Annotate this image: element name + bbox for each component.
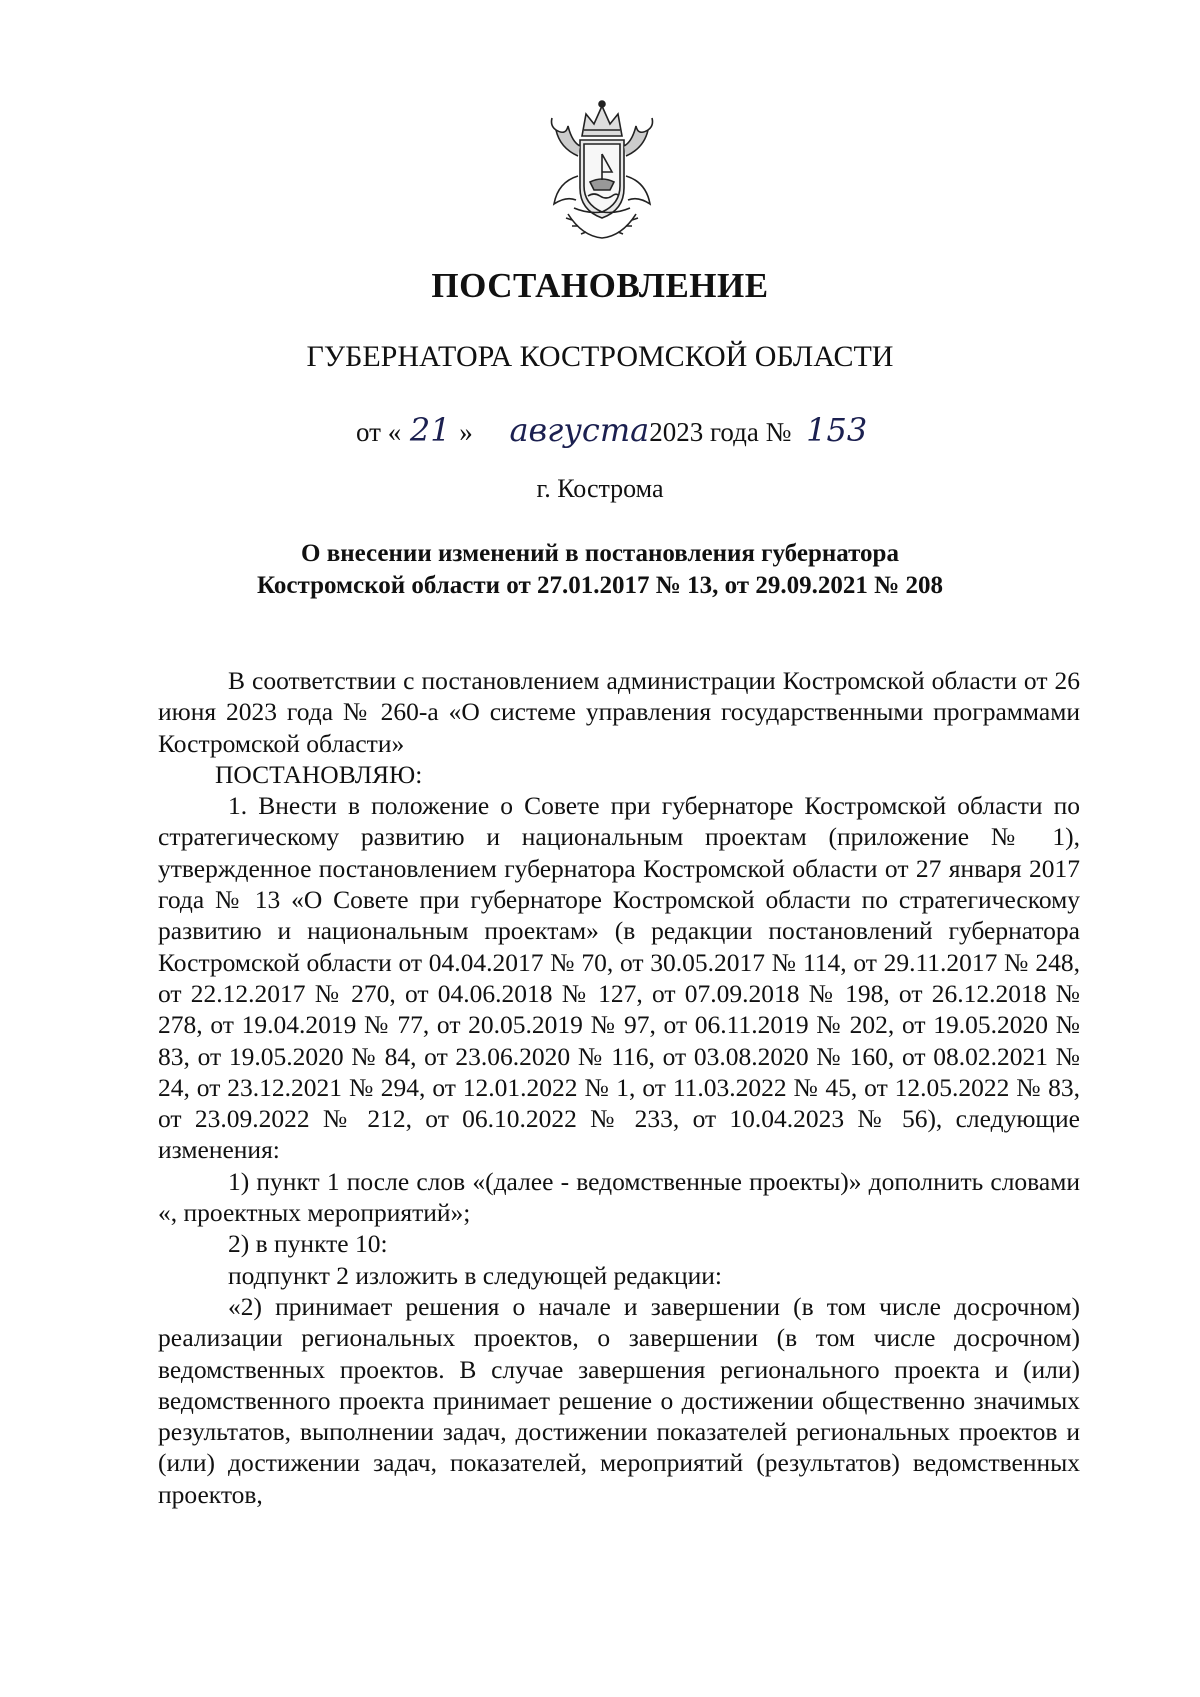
handwritten-month: августа — [509, 411, 650, 449]
subject-line-2: Костромской области от 27.01.2017 № 13, от 29.09.2021 № 208 — [257, 572, 943, 599]
handwritten-number: 153 — [806, 411, 868, 449]
subitem-2-paragraph: 2) в пункте 10: — [228, 1229, 388, 1259]
subject-line-1: О внесении изменений в постановления губернатора — [301, 540, 899, 567]
handwritten-day: 21 — [409, 411, 451, 449]
document-subject — [150, 538, 1050, 602]
quoted-subclause-paragraph: «2) принимает решения о начале и завершении (в том числе досрочном) реализации региональных проектов, о завершении (в том числе досрочном) ведомственных проектов. В случае завершения регионального проекта и (или) ведомственного проекта принимает решение о достижении общественно значимых результатов, выполнении задач, достижении показателей региональных проектов и (или) достижении задач, показателей, мероприятий (результатов) ведомственных проектов, — [158, 1291, 1080, 1509]
preamble-paragraph: В соответствии с постановлением администрации Костромской области от 26 июня 2023 года № 260-а «О системе управления государственными программами Костромской области» — [158, 666, 1080, 758]
document-issuer: ГУБЕРНАТОРА КОСТРОМСКОЙ ОБЛАСТИ — [306, 340, 894, 373]
coat-of-arms-emblem — [538, 96, 666, 248]
document-title: ПОСТАНОВЛЕНИЕ — [431, 266, 769, 305]
resolve-heading: ПОСТАНОВЛЯЮ: — [215, 759, 423, 789]
item-1-paragraph: 1. Внести в положение о Совете при губернаторе Костромской области по стратегическому развитию и национальным проектам (приложение № 1), утвержденное постановлением губернатора Костромской области от 27 января 2017 года № 13 «О Совете при губернаторе Костромской области по стратегическому развитию и национальным проектам» (в редакции постановлений губернатора Костромской области от 04.04.2017 № 70, от 30.05.2017 № 114, от 29.11.2017 № 248, от 22.12.2017 № 270, от 04.06.2018 № 127, от 07.09.2018 № 198, от 26.12.2018 № 278, от 19.04.2019 № 77, от 20.05.2019 № 97, от 06.11.2019 № 202, от 19.05.2020 № 83, от 19.05.2020 № 84, от 23.06.2020 № 116, от 03.08.2020 № 160, от 08.02.2021 № 24, от 23.12.2021 № 294, от 12.01.2022 № 1, от 11.03.2022 № 45, от 12.05.2022 № 83, от 23.09.2022 № 212, от 06.10.2022 № 233, от 10.04.2023 № 56), следующие изменения: — [158, 791, 1080, 1165]
document-body — [158, 665, 1080, 1510]
subclause-intro-paragraph: подпункт 2 изложить в следующей редакции: — [228, 1260, 722, 1290]
date-mid: » — [459, 417, 473, 447]
subitem-1-paragraph: 1) пункт 1 после слов «(далее - ведомственные проекты)» дополнить словами «, проектных мероприятий»; — [158, 1166, 1080, 1228]
date-line — [356, 411, 867, 449]
date-year-text: 2023 года № — [649, 417, 792, 447]
city-line: г. Кострома — [536, 474, 664, 503]
date-prefix: от « — [356, 417, 402, 447]
